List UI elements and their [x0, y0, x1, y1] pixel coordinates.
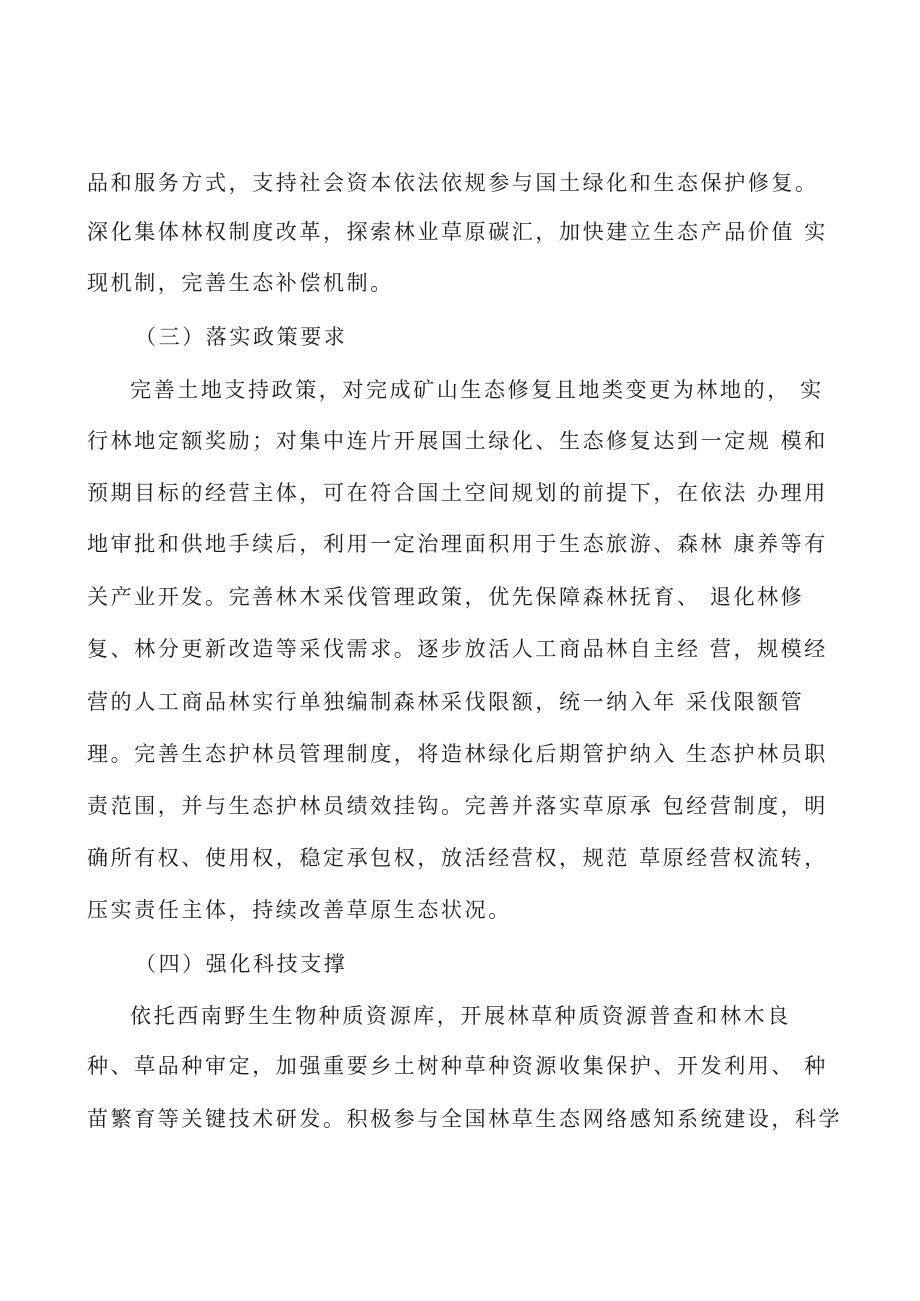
paragraph-line: 现机制，完善生态补偿机制。: [87, 271, 394, 295]
paragraph-line: 地审批和供地手续后，利用一定治理面积用于生态旅游、森林 康养等有: [87, 532, 828, 556]
paragraph-line: 品和服务方式，支持社会资本依法依规参与国土绿化和生态保护修复。: [87, 171, 819, 195]
paragraph-line: 种、草品种审定，加强重要乡土树种草种资源收集保护、开发利用、 种: [87, 1054, 828, 1078]
paragraph-line: 压实责任主体，持续改善草原生态状况。: [87, 898, 512, 922]
paragraph-line: 确所有权、使用权，稳定承包权，放活经营权，规范 草原经营权流转，: [87, 846, 828, 870]
paragraph-line: 关产业开发。完善林木采伐管理政策，优先保障森林抚育、 退化林修: [87, 585, 805, 609]
section-heading: （四）强化科技支撑: [135, 952, 348, 976]
section-heading: （三）落实政策要求: [135, 325, 348, 349]
paragraph-line: 依托西南野生生物种质资源库，开展林草种质资源普查和林木良: [130, 1004, 791, 1028]
paragraph-line: 营的人工商品林实行单独编制森林采伐限额，统一纳入年 采伐限额管: [87, 690, 805, 714]
paragraph-line: 理。完善生态护林员管理制度，将造林绿化后期管护纳入 生态护林员职: [87, 742, 828, 766]
paragraph-line: 完善土地支持政策，对完成矿山生态修复且地类变更为林地的， 实: [130, 378, 824, 402]
paragraph-line: 复、林分更新改造等采伐需求。逐步放活人工商品林自主经 营，规模经: [87, 637, 828, 661]
paragraph-line: 苗繁育等关键技术研发。积极参与全国林草生态网络感知系统建设，科学: [87, 1107, 843, 1131]
paragraph-line: 责范围，并与生态护林员绩效挂钩。完善并落实草原承 包经营制度，明: [87, 794, 828, 818]
paragraph-line: 深化集体林权制度改革，探索林业草原碳汇，加快建立生态产品价值 实: [87, 220, 828, 244]
paragraph-line: 行林地定额奖励；对集中连片开展国土绿化、生态修复达到一定规 模和: [87, 429, 828, 453]
paragraph-line: 预期目标的经营主体，可在符合国土空间规划的前提下，在依法 办理用: [87, 481, 828, 505]
